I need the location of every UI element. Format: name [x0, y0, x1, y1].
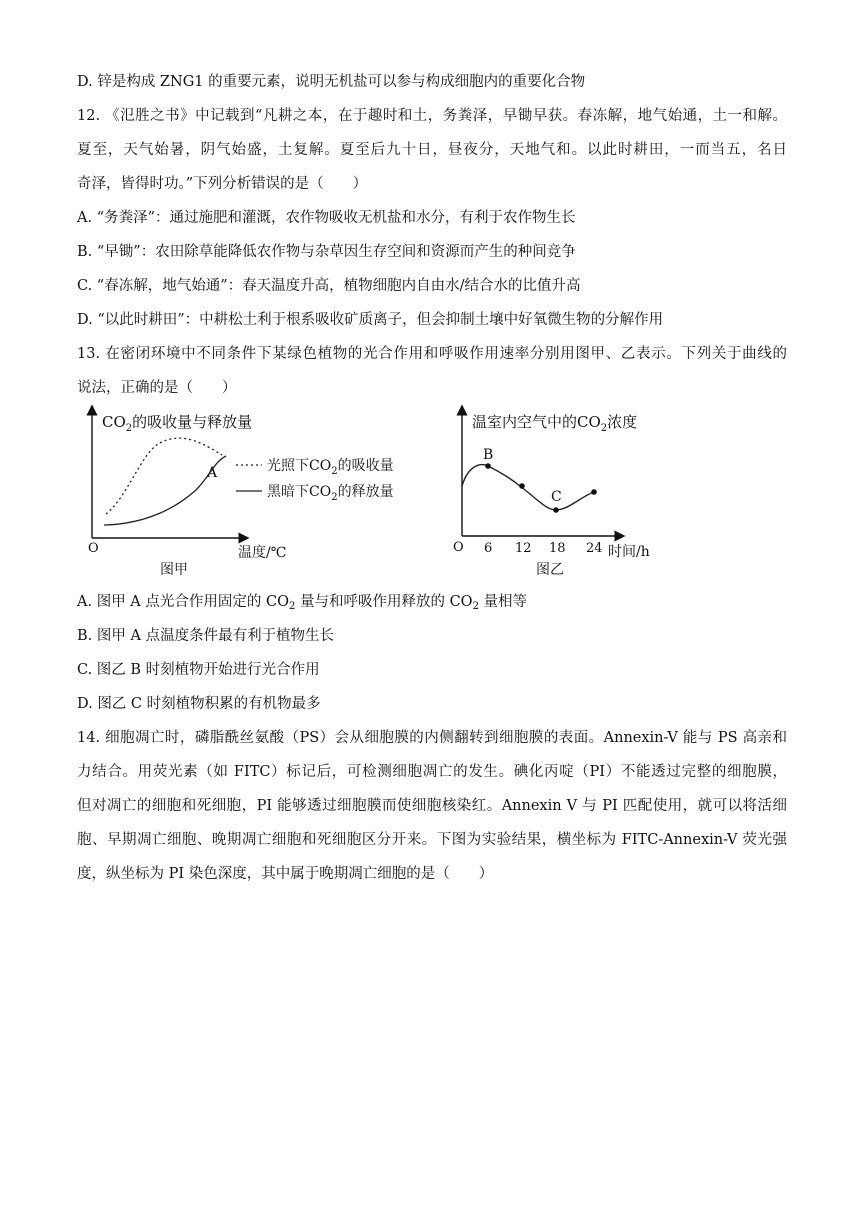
figure-b-point-c-label: C: [551, 489, 562, 505]
figure-a-origin: O: [88, 541, 99, 556]
figure-b-caption: 图乙: [536, 562, 564, 578]
q12-option-b: B. “早锄”：农田除草能降低农作物与杂草因生存空间和资源而产生的种间竞争: [77, 244, 576, 260]
q12-option-c: C. “春冻解，地气始通”：春天温度升高，植物细胞内自由水/结合水的比值升高: [77, 278, 581, 294]
q12-option-d: D. “以此时耕田”：中耕松土利于根系吸收矿质离子，但会抑制土壤中好氧微生物的分解作用: [77, 312, 664, 328]
figure-a-light-curve: [106, 438, 222, 514]
figure-b-point-b-label: B: [483, 447, 494, 463]
figure-a-point-a: A: [207, 465, 218, 481]
figure-b-tick-18: 18: [549, 541, 566, 556]
figure-a: [76, 404, 436, 584]
q14-stem-line-2: 力结合。用荧光素（如 FITC）标记后，可检测细胞凋亡的发生。碘化丙啶（PI）不能透过完整的细胞膜，: [77, 764, 787, 780]
q14-stem-line-5: 度，纵坐标为 PI 染色深度，其中属于晚期凋亡细胞的是（ ）: [77, 866, 494, 882]
q14-stem-line-1: 14. 细胞凋亡时，磷脂酰丝氨酸（PS）会从细胞膜的内侧翻转到细胞膜的表面。Annexin-V 能与 PS 高亲和: [77, 730, 787, 746]
figure-b-ylabel: 温室内空气中的$CO_2$浓度: [472, 413, 638, 434]
q12-option-a: A. “务粪泽”：通过施肥和灌溉，农作物吸收无机盐和水分，有利于农作物生长: [77, 210, 576, 226]
q14-stem-line-3: 但对凋亡的细胞和死细胞，PI 能够透过细胞膜而使细胞核染红。Annexin V 与 PI 匹配使用，就可以将活细: [77, 798, 787, 814]
q12-stem-line-3: 奇泽，皆得时功。”下列分析错误的是（ ）: [77, 176, 368, 192]
q13-option-c: C. 图乙 B 时刻植物开始进行光合作用: [77, 662, 320, 678]
figure-b-point-c-dot: [553, 507, 559, 513]
figure-a-xlabel: 温度/℃: [238, 545, 287, 561]
figure-a-ylabel: $CO_2$的吸收量与释放量: [102, 413, 253, 434]
figure-b-tick-12: 12: [515, 541, 532, 556]
figure-b-point-b-dot: [485, 463, 491, 469]
q11-option-d: D. 锌是构成 ZNG1 的重要元素，说明无机盐可以参与构成细胞内的重要化合物: [77, 74, 586, 90]
figure-b: [448, 404, 688, 584]
figure-b-tick-6: 6: [484, 541, 493, 556]
q13-stem-line-2: 说法，正确的是（ ）: [77, 380, 237, 396]
q13-option-b: B. 图甲 A 点温度条件最有利于植物生长: [77, 628, 335, 644]
figure-b-point-12-dot: [519, 483, 525, 489]
legend-light-label: 光照下$CO_2$的吸收量: [267, 458, 394, 477]
figure-b-origin: O: [453, 540, 464, 555]
q12-stem-line-2: 夏至，天气始暑，阴气始盛，土复解。夏至后九十日，昼夜分，天地气和。以此时耕田，一而当五，名日: [77, 142, 787, 158]
q13-stem-line-1: 13. 在密闭环境中不同条件下某绿色植物的光合作用和呼吸作用速率分别用图甲、乙表示。下列关于曲线的: [77, 346, 787, 362]
figure-b-tick-24: 24: [586, 541, 603, 556]
figure-b-point-24-dot: [591, 489, 597, 495]
q14-stem-line-4: 胞、早期凋亡细胞、晚期凋亡细胞和死细胞区分开来。下图为实验结果，横坐标为 FITC-Annexin-V 荧光强: [77, 832, 787, 848]
figure-b-xlabel: 时间/h: [608, 544, 650, 560]
q13-option-d: D. 图乙 C 时刻植物积累的有机物最多: [77, 696, 321, 712]
q12-stem-line-1: 12. 《氾胜之书》中记载到“凡耕之本，在于趣时和土，务粪泽，早锄早获。春冻解，地气始通，土一和解。: [77, 108, 787, 124]
q13-option-a: A. 图甲 A 点光合作用固定的 $CO_2$ 量与和呼吸作用释放的 $CO_2$ 量相等: [77, 594, 528, 612]
figure-b-curve: [462, 465, 594, 510]
figure-a-caption: 图甲: [160, 562, 188, 578]
legend-dark-label: 黑暗下$CO_2$的释放量: [267, 484, 394, 503]
